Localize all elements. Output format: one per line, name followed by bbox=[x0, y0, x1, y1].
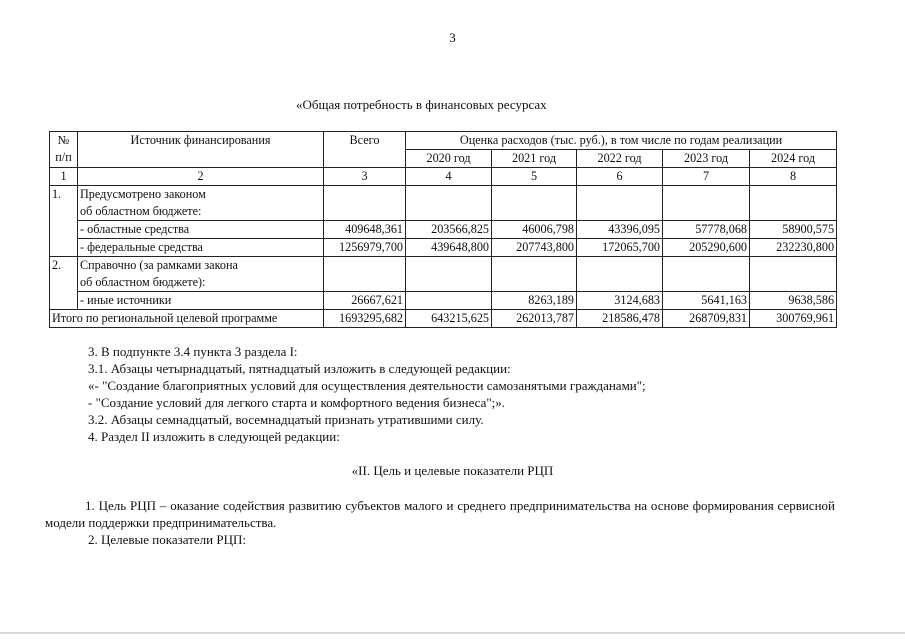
cell-2020 bbox=[406, 292, 492, 310]
cell-2023: 57778,068 bbox=[663, 221, 750, 239]
row-label: об областном бюджете): bbox=[78, 274, 324, 292]
total-2021: 262013,787 bbox=[492, 310, 577, 328]
cell-empty bbox=[663, 186, 750, 221]
header-year: 2021 год bbox=[492, 150, 577, 168]
cell-2022: 43396,095 bbox=[577, 221, 663, 239]
text-line: - "Создание условий для легкого старта и комфортного ведения бизнеса";». bbox=[88, 395, 506, 410]
cell-2021: 46006,798 bbox=[492, 221, 577, 239]
cell-empty bbox=[750, 186, 837, 221]
column-numbers-row bbox=[50, 168, 837, 186]
cell-empty bbox=[577, 257, 663, 292]
column-number: 8 bbox=[750, 168, 837, 186]
column-number: 5 bbox=[492, 168, 577, 186]
header-row bbox=[50, 132, 837, 150]
header-total: Всего bbox=[324, 132, 406, 168]
total-row bbox=[50, 310, 837, 328]
cell-2024: 232230,800 bbox=[750, 239, 837, 257]
cell-empty bbox=[577, 186, 663, 221]
table-row bbox=[50, 221, 837, 239]
total-2020: 643215,625 bbox=[406, 310, 492, 328]
section-heading: «II. Цель и целевые показатели РЦП bbox=[351, 463, 554, 478]
column-number: 7 bbox=[663, 168, 750, 186]
row-label: Предусмотрено законом bbox=[78, 186, 324, 204]
text-line: 4. Раздел II изложить в следующей редакции: bbox=[88, 429, 340, 444]
goal-paragraph: 1. Цель РЦП – оказание содействия развитию субъектов малого и среднего предпринимательства на основе формирования сервисной модели поддержки предпринимательства. bbox=[45, 498, 835, 530]
cell-2021: 8263,189 bbox=[492, 292, 577, 310]
column-number: 1 bbox=[50, 168, 78, 186]
row-number: 2. bbox=[50, 257, 78, 310]
header-year: 2020 год bbox=[406, 150, 492, 168]
table-row bbox=[50, 239, 837, 257]
row-label: Справочно (за рамками закона bbox=[78, 257, 324, 275]
table-row bbox=[50, 257, 837, 275]
cell-2021: 207743,800 bbox=[492, 239, 577, 257]
row-number: 1. bbox=[50, 186, 78, 257]
column-number: 4 bbox=[406, 168, 492, 186]
cell-empty bbox=[324, 257, 406, 292]
total-2022: 218586,478 bbox=[577, 310, 663, 328]
column-number: 2 bbox=[78, 168, 324, 186]
cell-total: 26667,621 bbox=[324, 292, 406, 310]
cell-2024: 58900,575 bbox=[750, 221, 837, 239]
text-line: «- "Создание благоприятных условий для осуществления деятельности самозанятыми гражданами"; bbox=[88, 378, 646, 393]
cell-2020: 203566,825 bbox=[406, 221, 492, 239]
cell-empty bbox=[406, 257, 492, 292]
page-number: 3 bbox=[449, 30, 456, 45]
total-label: Итого по региональной целевой программе bbox=[50, 310, 324, 328]
total-all: 1693295,682 bbox=[324, 310, 406, 328]
row-label: - областные средства bbox=[78, 221, 324, 239]
column-number: 6 bbox=[577, 168, 663, 186]
cell-empty bbox=[406, 186, 492, 221]
table-title: «Общая потребность в финансовых ресурсах bbox=[296, 97, 547, 112]
text-line: 3. В подпункте 3.4 пункта 3 раздела I: bbox=[88, 344, 298, 359]
column-number: 3 bbox=[324, 168, 406, 186]
cell-empty bbox=[324, 186, 406, 221]
row-label: - иные источники bbox=[78, 292, 324, 310]
row-label: - федеральные средства bbox=[78, 239, 324, 257]
cell-2022: 3124,683 bbox=[577, 292, 663, 310]
cell-empty bbox=[663, 257, 750, 292]
table-row bbox=[50, 292, 837, 310]
cell-2023: 205290,600 bbox=[663, 239, 750, 257]
header-source: Источник финансирования bbox=[78, 132, 324, 168]
header-year: 2023 год bbox=[663, 150, 750, 168]
total-2023: 268709,831 bbox=[663, 310, 750, 328]
cell-2022: 172065,700 bbox=[577, 239, 663, 257]
financing-table bbox=[49, 131, 837, 328]
scan-edge-divider bbox=[0, 632, 905, 634]
text-line: 3.2. Абзацы семнадцатый, восемнадцатый признать утратившими силу. bbox=[88, 412, 484, 427]
row-label: об областном бюджете: bbox=[78, 203, 324, 221]
cell-empty bbox=[492, 186, 577, 221]
header-year: 2024 год bbox=[750, 150, 837, 168]
cell-2023: 5641,163 bbox=[663, 292, 750, 310]
cell-empty bbox=[492, 257, 577, 292]
cell-2020: 439648,800 bbox=[406, 239, 492, 257]
cell-2024: 9638,586 bbox=[750, 292, 837, 310]
header-estimate: Оценка расходов (тыс. руб.), в том числе по годам реализации bbox=[406, 132, 837, 150]
total-2024: 300769,961 bbox=[750, 310, 837, 328]
text-line: 3.1. Абзацы четырнадцатый, пятнадцатый изложить в следующей редакции: bbox=[88, 361, 511, 376]
cell-total: 409648,361 bbox=[324, 221, 406, 239]
cell-empty bbox=[750, 257, 837, 292]
text-line: 2. Целевые показатели РЦП: bbox=[88, 532, 246, 547]
cell-total: 1256979,700 bbox=[324, 239, 406, 257]
header-number: № п/п bbox=[50, 132, 78, 168]
header-year: 2022 год bbox=[577, 150, 663, 168]
table-row bbox=[50, 186, 837, 204]
